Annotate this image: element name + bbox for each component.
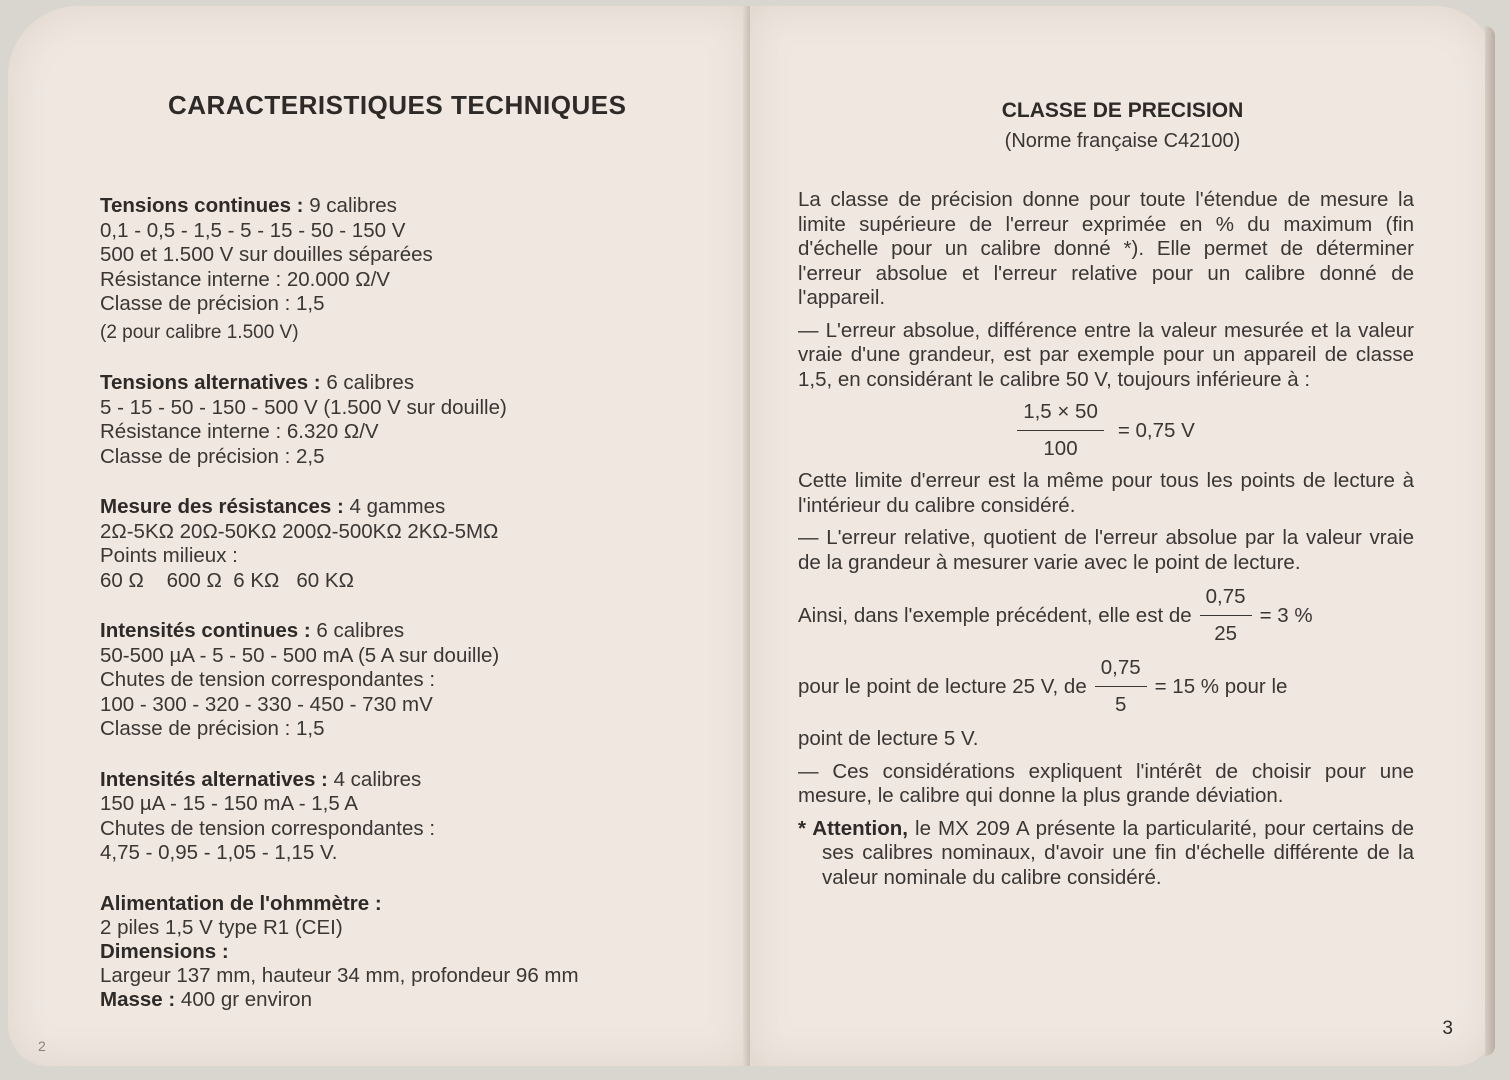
mass-label: Masse : [100, 987, 176, 1011]
spec-line: 0,1 - 0,5 - 1,5 - 5 - 15 - 50 - 150 V [100, 218, 406, 242]
fraction-denominator: 5 [1114, 693, 1127, 716]
fraction [1095, 656, 1147, 717]
right-page [750, 6, 1495, 1066]
section-heading: Mesure des résistances : [100, 495, 344, 518]
dimensions-line: Largeur 137 mm, hauteur 34 mm, profondeur 96 mm [100, 963, 579, 987]
spec-note: (2 pour calibre 1.500 V) [100, 321, 299, 343]
formula-result: = 3 % [1259, 603, 1313, 627]
section-heading: Tensions alternatives : [100, 371, 321, 394]
spec-line: Classe de précision : 1,5 [100, 717, 325, 740]
left-page [8, 6, 748, 1066]
section-heading: Intensités alternatives : [100, 767, 328, 791]
fraction-numerator: 1,5 × 50 [1017, 400, 1104, 431]
paragraph: — L'erreur relative, quotient de l'erreur absolue par la valeur vraie de la grandeur à mesurer varie avec le point de lecture. [798, 526, 1414, 574]
booklet [8, 6, 1503, 1072]
spec-line: Chutes de tension correspondantes : [100, 668, 436, 691]
spec-line: Classe de précision : 2,5 [100, 444, 325, 468]
dimensions-heading: Dimensions : [100, 939, 229, 963]
section-dc-voltage [100, 194, 720, 345]
power-line: 2 piles 1,5 V type R1 (CEI) [100, 915, 343, 939]
attention-note [798, 817, 1414, 891]
spec-line: Classe de précision : 1,5 [100, 292, 325, 315]
right-page-subtitle: (Norme française C42100) [1004, 130, 1241, 152]
spec-line: 5 - 15 - 50 - 150 - 500 V (1.500 V sur douille) [100, 395, 507, 419]
paragraph: — L'erreur absolue, différence entre la valeur mesurée et la valeur vraie d'une grandeur, est par exemple pour un appareil de classe 1,5, en considérant le calibre 50 V, toujours inférieure à : [798, 318, 1414, 391]
fraction-denominator: 100 [1043, 437, 1078, 460]
point-suffix: point de lecture 5 V. [798, 727, 979, 750]
paragraph: La classe de précision donne pour toute l'étendue de mesure la limite supérieure de l'erreur exprimée en % du maximum (fin d'échelle pour un calibre donné *). Elle permet de déterminer l'erreur absolue et l'erreur relative pour un calibre donné de l'appareil. [798, 188, 1414, 309]
example-prefix: Ainsi, dans l'exemple précédent, elle est de [798, 603, 1192, 627]
section-heading-rest: 6 calibres [320, 371, 415, 394]
fraction [1017, 400, 1104, 461]
section-ac-current [100, 768, 720, 866]
spec-line: 500 et 1.500 V sur douilles séparées [100, 243, 433, 266]
spec-line: Chutes de tension correspondantes : [100, 816, 436, 840]
section-dc-current [100, 619, 720, 742]
section-heading-rest: 4 calibres [327, 767, 422, 791]
attention-label: * Attention, [798, 816, 908, 840]
formula-result: = 0,75 V [1117, 418, 1195, 442]
formula-result: = 15 % pour le [1154, 674, 1288, 698]
spec-line: 4,75 - 0,95 - 1,05 - 1,15 V. [100, 841, 338, 864]
point-prefix: pour le point de lecture 25 V, de [798, 674, 1087, 698]
paragraph: Cette limite d'erreur est la même pour tous les points de lecture à l'intérieur du calibre considéré. [798, 469, 1414, 517]
formula-absolute-error [798, 400, 1414, 461]
left-page-title: CARACTERISTIQUES TECHNIQUES [168, 90, 627, 120]
spec-line: 2Ω-5KΩ 20Ω-50KΩ 200Ω-500KΩ 2KΩ-5MΩ [100, 519, 499, 543]
spec-line: 60 Ω 600 Ω 6 KΩ 60 KΩ [100, 568, 354, 592]
fraction-denominator: 25 [1214, 622, 1238, 645]
spec-line: 150 µA - 15 - 150 mA - 1,5 A [100, 792, 358, 815]
power-heading: Alimentation de l'ohmmètre : [100, 891, 382, 915]
power-dimensions-block [100, 892, 720, 1012]
precision-text [798, 188, 1414, 890]
point-line [798, 656, 1414, 717]
right-page-title: CLASSE DE PRECISION [1001, 99, 1244, 122]
page-number-right: 3 [1442, 1018, 1453, 1039]
paragraph: — Ces considérations expliquent l'intérêt de choisir pour une mesure, le calibre qui donne la plus grande déviation. [798, 759, 1414, 807]
fraction [1200, 585, 1252, 646]
spec-line: Résistance interne : 20.000 Ω/V [100, 267, 390, 291]
mass-value: 400 gr environ [175, 987, 312, 1011]
example-line [798, 585, 1414, 646]
spec-line: Résistance interne : 6.320 Ω/V [100, 420, 379, 443]
spec-line: Points milieux : [100, 544, 238, 567]
section-heading: Tensions continues : [100, 194, 304, 217]
spec-line: 50-500 µA - 5 - 50 - 500 mA (5 A sur douille) [100, 643, 500, 667]
section-ac-voltage [100, 371, 720, 469]
spec-list [100, 194, 720, 1012]
section-heading-rest: 6 calibres [310, 619, 405, 642]
page-number-left: 2 [38, 1038, 46, 1054]
section-resistance [100, 495, 720, 593]
fraction-numerator: 0,75 [1200, 585, 1252, 616]
attention-text: le MX 209 A présente la particularité, pour certains de ses calibres nominaux, d'avoir une fin d'échelle différente de la valeur nominale du calibre considéré. [822, 816, 1414, 889]
page-edge [1485, 26, 1495, 1056]
fraction-numerator: 0,75 [1095, 656, 1147, 687]
section-heading: Intensités continues : [100, 619, 311, 642]
section-heading-rest: 9 calibres [303, 194, 397, 217]
section-heading-rest: 4 gammes [343, 495, 446, 518]
spec-line: 100 - 300 - 320 - 330 - 450 - 730 mV [100, 692, 433, 716]
